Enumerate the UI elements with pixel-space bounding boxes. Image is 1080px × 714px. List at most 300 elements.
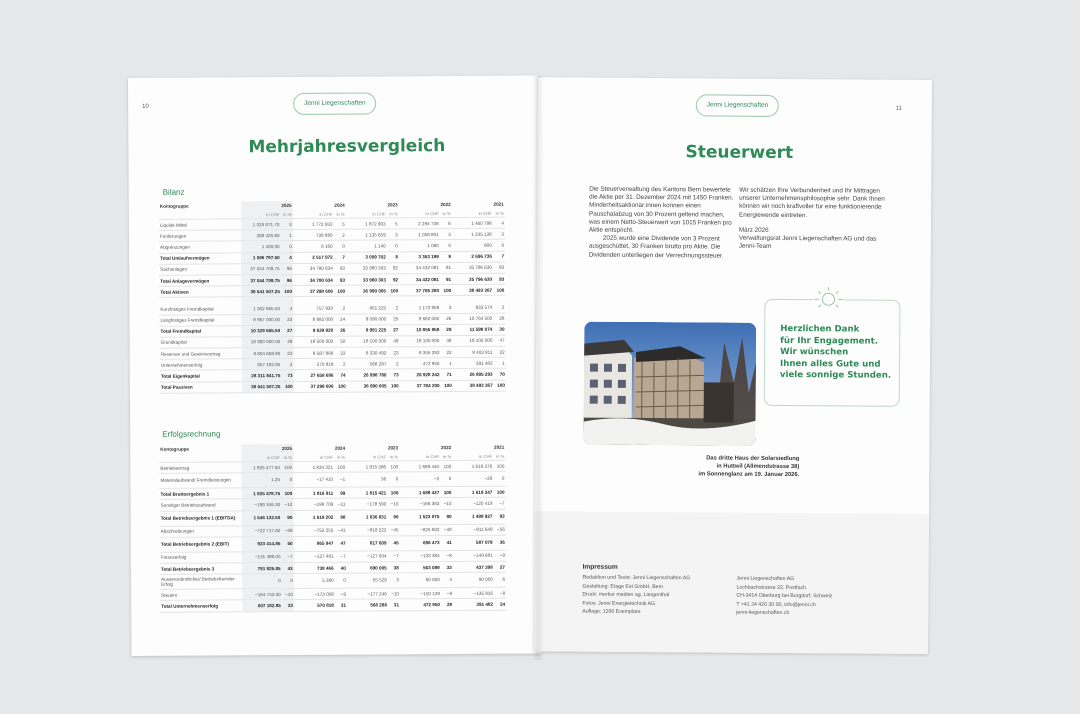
table-row	[160, 599, 506, 612]
table-cell: 100	[493, 284, 505, 295]
table-cell: 37 044 709.75	[241, 263, 281, 274]
unit-chf-label: in CHF	[241, 210, 281, 219]
unit-pct-label: in %	[440, 209, 452, 218]
table-cell: 6 160	[293, 241, 334, 252]
table-cell: 0	[335, 573, 347, 588]
table-cell: 25	[387, 313, 399, 324]
table-cell: 1 636 831	[346, 509, 387, 524]
table-cell: 90 000	[453, 572, 494, 587]
table-cell: 45	[387, 536, 399, 551]
table-cell: 9 682 000	[399, 313, 440, 324]
year-header: 2023	[387, 445, 399, 451]
table-cell: −8	[494, 587, 506, 598]
sun-icon	[813, 286, 843, 312]
table-cell: −135 916	[453, 587, 494, 598]
unit-chf-label: in CHF	[346, 209, 387, 218]
table-cell: 0	[334, 241, 346, 252]
table-cell: −826 602	[400, 524, 441, 535]
table-cell: 100	[281, 488, 293, 499]
table-cell: 472 950	[400, 599, 441, 610]
table-cell: 7	[334, 252, 346, 263]
table-cell: 71	[441, 369, 453, 380]
table-cell: 1 058 801	[399, 229, 440, 240]
year-header: 2021	[494, 444, 505, 450]
table-cell: 88	[334, 510, 346, 525]
thanks-line: für Ihr Engagement.	[780, 335, 879, 347]
table-cell: 26 998 780	[347, 369, 388, 380]
table-cell: 1 400.00	[241, 241, 281, 252]
table-cell: 472 950	[400, 358, 441, 369]
signature-line-1: Verwaltungsrat Jenni Liegenschaften AG und das	[738, 234, 877, 243]
table-cell: −7	[281, 551, 293, 562]
photo-caption	[619, 454, 799, 480]
table-cell: 37 784 200	[400, 380, 441, 391]
table-cell: 34 780 634	[293, 274, 334, 285]
table-cell: −133 384	[400, 550, 441, 561]
table-cell: 8 804 658.90	[241, 348, 281, 359]
table-cell: 100	[493, 486, 505, 497]
unit-pct-label: in %	[281, 453, 293, 462]
table-cell: −2	[399, 472, 440, 487]
table-cell: 36	[494, 535, 506, 550]
table-cell: −818 222	[347, 524, 388, 535]
table-cell: 31	[335, 599, 347, 610]
table-cell: −7	[388, 551, 400, 562]
row-label: Abgrenzungen	[159, 241, 241, 253]
table-cell: 36	[346, 472, 387, 487]
table-cell: 100	[441, 380, 453, 391]
table-cell: 50	[281, 536, 293, 551]
row-label: Total Anlagevermögen	[159, 275, 241, 287]
table-cell: 23	[334, 347, 346, 358]
unit-pct-label: in %	[386, 209, 398, 218]
table-cell: 738 466	[294, 562, 335, 573]
table-cell: 1 173 958	[399, 302, 440, 313]
impressum-line: Jenni Liegenschaften AG	[736, 575, 795, 583]
row-label: Abschreibungen	[160, 525, 242, 537]
table-cell: 1 619 376	[452, 460, 493, 471]
table-cell: 568 288	[347, 599, 388, 610]
signature-line-2: Jenni-Team	[738, 242, 772, 251]
table-cell: 5	[333, 218, 345, 229]
unit-pct-label: in %	[333, 210, 345, 219]
thanks-line: Ihnen alles Gute und	[779, 358, 881, 370]
row-label: Sonstiger Betriebsaufwand	[160, 499, 242, 511]
row-label: Reserven und Gewinnvortrag	[160, 348, 242, 360]
table-cell: 690 005	[347, 562, 388, 573]
thanks-line: viele sonnige Stunden.	[779, 369, 892, 381]
table-cell: 100	[388, 380, 400, 391]
table-cell: 5 360	[294, 573, 335, 588]
thanks-line: Herzlichen Dank	[780, 323, 860, 335]
table-cell: 1 596 797.50	[241, 252, 281, 263]
dividend-paragraph: 2025 wurde eine Dividende von 3 Prozent ausgeschüttet, 30 Franken brutto pro Aktie. Die Dividenden unterliegen der Verrechnungssteuer.	[588, 234, 724, 260]
table-cell: 38	[388, 562, 400, 573]
table-cell: 10 764 500	[452, 313, 493, 324]
row-label: Liquide Mittel	[159, 219, 241, 231]
table-cell: 8 587 868	[293, 347, 334, 358]
table-cell: 2 696 736	[452, 251, 493, 262]
table-cell: −127 481	[294, 551, 335, 562]
table-cell: −7	[493, 498, 505, 509]
table-cell: 3 009 702	[346, 251, 387, 262]
table-cell: 10 329 665.50	[241, 325, 281, 336]
row-label: Total Aktiven	[159, 286, 241, 298]
impressum-line: Druck: merkur medien ag, Langenthal	[582, 591, 670, 599]
table-cell: 22	[440, 347, 452, 358]
row-label: Betriebsertrag	[159, 462, 241, 474]
table-cell: 26	[334, 325, 346, 336]
unit-pct-label: in %	[387, 452, 399, 461]
table-cell: 791 925.85	[242, 563, 282, 574]
tax-value-text	[589, 186, 736, 261]
table-cell: 26 928 242	[400, 369, 441, 380]
table-cell: −10	[387, 498, 399, 509]
unit-chf-label: in CHF	[346, 452, 387, 461]
table-cell: 100	[281, 286, 293, 297]
table-cell: 38 641 507.25	[241, 286, 281, 297]
table-cell: 23	[281, 348, 293, 359]
table-cell: 93	[334, 263, 346, 274]
row-label: Forderungen	[159, 230, 241, 242]
table-cell: 6	[494, 572, 506, 587]
table-row	[160, 380, 506, 393]
thanks-line: Wir wünschen	[780, 346, 849, 358]
unit-pct-label: in %	[280, 210, 292, 219]
page-number: 11	[895, 105, 903, 112]
table-cell: 33	[282, 600, 294, 611]
table-cell: 100	[440, 487, 452, 498]
row-label: Finanzerfolg	[160, 552, 242, 564]
table-cell: −9	[441, 588, 453, 599]
table-cell: 92	[387, 274, 399, 285]
table-cell: 696 473	[400, 535, 441, 550]
table-cell: 1 498 927	[453, 509, 494, 524]
table-cell: 43	[282, 562, 294, 573]
table-cell: 33 980 303	[346, 274, 387, 285]
table-cell: 2	[387, 358, 399, 369]
table-cell: 391 482	[453, 599, 494, 610]
year-header: 2024	[334, 202, 345, 208]
photo-illustration	[583, 322, 756, 446]
row-label: Unternehmenserfolg	[160, 359, 242, 371]
table-cell: 1 523 075	[399, 509, 440, 524]
impressum-line: Lochbachstrasse 22, Postfach	[736, 584, 806, 591]
table-cell: 923 414.85	[242, 536, 282, 551]
impressum-title: Impressum	[582, 563, 618, 571]
row-label: Total Betriebsergebnis 1 (EBITDA)	[160, 510, 242, 525]
table-cell: 8 355 293	[399, 347, 440, 358]
table-cell: 3	[440, 302, 452, 313]
row-label: Total Passiven	[160, 381, 242, 393]
table-cell: 1 619 347	[452, 486, 493, 497]
table-cell: 1 815 386	[346, 461, 387, 472]
table-cell: 391 482	[453, 358, 494, 369]
table-cell: 100	[387, 487, 399, 498]
table-cell: 38 493 367	[452, 284, 493, 295]
table-cell: −178 590	[346, 498, 387, 509]
table-cell: 3	[440, 229, 452, 240]
table-cell: 18 900 000.00	[241, 336, 281, 347]
table-cell: 28	[441, 599, 453, 610]
table-cell: 607 182.85	[242, 600, 282, 611]
table-cell: −10	[388, 588, 400, 599]
table-cell: 73	[387, 369, 399, 380]
col-header-kontogruppe: Kontogruppe	[160, 446, 190, 452]
unit-chf-label: in CHF	[452, 209, 493, 218]
unit-chf-label: in CHF	[399, 209, 440, 218]
table-cell: 33	[441, 561, 453, 572]
unit-chf-label: in CHF	[399, 452, 440, 461]
table-cell: 100	[387, 461, 399, 472]
table-cell: 34 432 081	[399, 274, 440, 285]
table-cell: 73	[281, 370, 293, 381]
table-cell: 1 362 665.50	[241, 303, 281, 314]
table-cell: −752 255	[293, 525, 334, 536]
table-cell: 100	[334, 381, 346, 392]
table-cell: 37 298 606	[294, 381, 335, 392]
table-cell: 5	[387, 218, 399, 229]
table-cell: 47	[493, 335, 505, 346]
table-cell: 570 818	[294, 600, 335, 611]
table-cell: −56	[493, 524, 505, 535]
table-cell: 35 796 630	[452, 262, 493, 273]
table-cell: 96	[281, 263, 293, 274]
impressum-address	[736, 575, 832, 619]
row-label: Total Unternehmenserfolg	[160, 600, 242, 612]
table-cell: 8 403 811	[453, 346, 494, 357]
table-cell: 38 493 367	[453, 380, 494, 391]
table-cell: 26 895 293	[453, 369, 494, 380]
table-cell: −173 008	[294, 588, 335, 599]
table-cell: 757 920	[293, 303, 334, 314]
unit-pct-label: in %	[493, 452, 505, 461]
year-header: 2025	[280, 201, 292, 210]
table-cell: 0	[440, 240, 452, 251]
table-cell: −184 743.00	[242, 589, 282, 600]
table-cell: 93	[334, 274, 346, 285]
brand-logo: Jenni Liegenschaften	[696, 94, 780, 117]
table-cell: 41	[441, 535, 453, 550]
impressum-line: T +41 34 420 30 00, info@jenni.ch	[736, 601, 816, 608]
table-cell: −198 709	[293, 499, 334, 510]
table-cell: 0	[387, 472, 399, 487]
table-cell: 6	[440, 218, 452, 229]
table-cell: 563 089	[400, 562, 441, 573]
row-label: Total Umlaufvermögen	[159, 252, 241, 264]
tax-value-paragraph: Die Steuerverwaltung des Kantons Bern bewertete die Aktie per 31. Dezember 2024 mit 1450 Franken. Minderheitsaktionär:innen konnen einen Pauschalabzug von 30 Prozent geltend machen, was einem Netto-Steuerwert von 1015 Franken pro Aktie entspricht.	[588, 185, 734, 234]
table-cell: 865 947	[294, 536, 335, 551]
table-cell: 8	[387, 251, 399, 262]
table-cell: −45	[387, 524, 399, 535]
table-cell: 4	[281, 252, 293, 263]
table-cell: 4	[281, 303, 293, 314]
table-cell: 24	[334, 314, 346, 325]
table-cell: −722 717.60	[242, 525, 282, 536]
table-cell: 2 294 738	[399, 218, 440, 229]
table-cell: 36 990 005	[346, 285, 387, 296]
table-cell: 27 658 686	[294, 370, 335, 381]
table-cell: 10 855 958	[399, 324, 440, 335]
col-header-kontogruppe: Kontogruppe	[159, 203, 189, 209]
table-cell: −41	[334, 525, 346, 536]
table-cell: 1 460 798	[452, 217, 493, 228]
table-cell: 1 140	[346, 240, 387, 251]
table-cell: 607 182.85	[242, 359, 282, 370]
table-cell: 50	[334, 336, 346, 347]
table-cell: 96	[281, 274, 293, 285]
table-cell: 2	[493, 302, 505, 313]
table-cell: 568 287	[346, 358, 387, 369]
table-cell: 7	[493, 251, 505, 262]
table-cell: 437 398	[453, 561, 494, 572]
table-cell: 833 574	[452, 302, 493, 313]
table-cell: 18 100 000	[452, 335, 493, 346]
table-cell: 90	[387, 509, 399, 524]
row-label: Total Betriebsergebnis 3	[160, 563, 242, 575]
table-cell: 1 816 911	[293, 487, 334, 498]
table-cell: 3	[388, 573, 400, 588]
table-cell: 18 100 000	[346, 336, 387, 347]
table-cell: 1 689 437	[399, 487, 440, 498]
table-cell: 23	[281, 314, 293, 325]
year-header: 2023	[387, 202, 398, 208]
table-cell: 100	[493, 460, 505, 471]
table-cell: 8 330 492	[346, 347, 387, 358]
year-header: 2024	[334, 445, 346, 451]
impressum-line: Fotos: Jenni Energietechnik AG	[582, 600, 656, 607]
table-cell: 3 353 199	[399, 251, 440, 262]
table-cell: 27	[281, 325, 293, 336]
table-cell: 93	[493, 273, 505, 284]
table-cell: 60 000	[400, 573, 441, 588]
table-cell: −10	[281, 499, 293, 510]
table-cell: 33 980 303	[346, 263, 387, 274]
table-cell: 30	[493, 324, 505, 335]
table-cell: 3	[280, 218, 292, 229]
table-cell: 2	[334, 358, 346, 369]
table-cell: 100	[494, 380, 506, 391]
table-cell: 1 835 477.50	[241, 462, 281, 473]
impressum-line: CH-3414 Oberburg bei Burgdorf, Schweiz	[736, 592, 833, 600]
table-cell: 70	[494, 369, 506, 380]
table-cell: −9	[494, 550, 506, 561]
table-cell: 92	[387, 263, 399, 274]
table-cell: 1 872 903	[346, 218, 387, 229]
table-cell: 3	[387, 229, 399, 240]
table-cell: 817 609	[347, 536, 388, 551]
table-cell: 1 689 440	[399, 461, 440, 472]
table-cell: 91	[440, 273, 452, 284]
impressum-line: Auflage: 1200 Exemplare	[582, 608, 641, 616]
erfolgsrechnung-table	[159, 443, 506, 613]
unit-chf-label: in CHF	[293, 453, 334, 462]
table-cell: 1 834 321	[293, 461, 334, 472]
table-cell: 31	[388, 599, 400, 610]
row-label: Total Fremdkapital	[160, 325, 242, 337]
table-cell: 901 225	[346, 303, 387, 314]
table-cell: 8 882 000	[293, 314, 334, 325]
table-cell: 37 298 606	[293, 285, 334, 296]
table-cell: −149 681	[453, 550, 494, 561]
table-cell: 100	[387, 285, 399, 296]
table-cell: −49	[440, 524, 452, 535]
book-spine	[532, 76, 544, 660]
table-cell: 587 079	[453, 535, 494, 550]
table-cell: 100	[281, 461, 293, 472]
table-cell: 11 598 074	[452, 324, 493, 335]
table-cell: 47	[334, 536, 346, 551]
table-cell: 9 639 920	[293, 325, 334, 336]
brand-logo: Jenni Liegenschaften	[293, 92, 377, 115]
table-cell: 29	[440, 324, 452, 335]
table-cell: −177 246	[347, 588, 388, 599]
left-page	[128, 75, 542, 655]
right-page	[534, 77, 932, 654]
unit-pct-label: in %	[440, 452, 452, 461]
table-cell: 9 991 225	[346, 325, 387, 336]
table-cell: 0	[281, 473, 293, 488]
page-title: Mehrjahresvergleich	[248, 136, 446, 158]
table-cell: 55 529	[347, 573, 388, 588]
table-cell: 570 818	[293, 358, 334, 369]
caption-line: im Sonnenglanz am 19. Januar 2026.	[698, 471, 800, 479]
row-label: Langfristiges Fremdkapital	[159, 314, 241, 326]
row-label: Ausserordentlicher/ Betriebsfremder Erfolg	[160, 574, 242, 589]
table-cell: 0	[440, 472, 452, 487]
unit-chf-label: in CHF	[241, 453, 281, 462]
row-label: Steuern	[160, 589, 242, 601]
table-cell: 34 432 081	[399, 262, 440, 273]
table-cell: 2	[334, 303, 346, 314]
table-cell: 9 090 000	[346, 313, 387, 324]
table-cell: 3	[493, 228, 505, 239]
table-cell: 93	[493, 262, 505, 273]
table-cell: 1 235 138	[452, 228, 493, 239]
table-cell: 738 880	[293, 229, 334, 240]
table-cell: 18 100 000	[399, 335, 440, 346]
year-header: 2022	[440, 202, 451, 208]
table-cell: −11	[334, 499, 346, 510]
appreciation-paragraph: Wir schätzen Ihre Verbundenheit und Ihr Mittragen unserer Unternehmensphilosophie sehr. Dank Ihnen können wir noch kraftvoller für eine funktionierende Energiewende eintreten.	[739, 186, 885, 219]
table-cell: −9	[335, 588, 347, 599]
table-cell: 35 796 630	[452, 273, 493, 284]
page-title: Steuerwert	[685, 142, 794, 164]
table-cell: −39	[281, 525, 293, 536]
unit-pct-label: in %	[334, 453, 346, 462]
table-cell: 38 641 507.25	[242, 381, 282, 392]
year-header: 2022	[440, 445, 452, 451]
row-label: Kurzfristiges Fremdkapital	[159, 304, 241, 315]
table-cell: 48	[440, 335, 452, 346]
table-cell: 23	[387, 347, 399, 358]
table-cell: 1 080	[399, 240, 440, 251]
table-cell: 100	[281, 381, 293, 392]
table-cell: −127 604	[347, 551, 388, 562]
year-header: 2025	[281, 444, 293, 453]
table-cell: −150 139	[400, 588, 441, 599]
unit-chf-label: in CHF	[293, 210, 334, 219]
table-cell: 100	[440, 285, 452, 296]
table-cell: 1 326 871.70	[241, 219, 281, 230]
page-number: 10	[142, 103, 149, 110]
thanks-letter-text	[739, 187, 889, 252]
table-cell: 4	[493, 217, 505, 228]
erfolgsrechnung-heading: Erfolgsrechnung	[162, 429, 221, 439]
table-cell: −131 489.00	[242, 551, 282, 562]
table-cell: 26	[440, 313, 452, 324]
table-cell: 100	[334, 285, 346, 296]
